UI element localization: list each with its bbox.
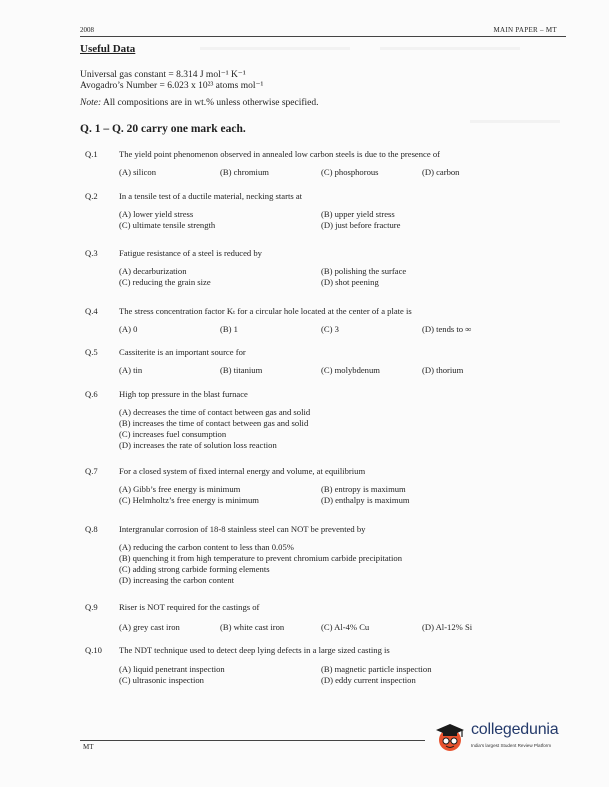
option: (A) lower yield stress <box>119 209 194 219</box>
question-text: The NDT technique used to detect deep lying defects in a large sized casting is <box>119 645 390 655</box>
note-label: Note: <box>80 98 102 108</box>
option: (A) silicon <box>119 167 156 177</box>
bleed-through <box>380 47 520 50</box>
option: (C) 3 <box>321 324 339 334</box>
note <box>80 98 319 108</box>
question-text: The yield point phenomenon observed in annealed low carbon steels is due to the presence of <box>119 149 440 159</box>
option: (D) tends to ∞ <box>422 324 472 334</box>
option: (D) Al-12% Si <box>422 622 473 632</box>
note-text: All compositions are in wt.% unless otherwise specified. <box>102 98 319 108</box>
question-number: Q.9 <box>85 602 98 612</box>
option: (B) increases the time of contact between gas and solid <box>119 418 309 428</box>
option: (A) reducing the carbon content to less than 0.05% <box>119 542 294 552</box>
option: (B) upper yield stress <box>321 209 395 219</box>
question-text: Intergranular corrosion of 18-8 stainless steel can NOT be prevented by <box>119 524 366 534</box>
question-number: Q.6 <box>85 389 98 399</box>
footer-rule <box>80 740 425 741</box>
option: (C) Al-4% Cu <box>321 622 370 632</box>
option: (D) enthalpy is maximum <box>321 495 410 505</box>
option: (B) polishing the surface <box>321 266 407 276</box>
option: (B) 1 <box>220 324 238 334</box>
brand-name: collegedunia <box>471 721 559 738</box>
footer-code: MT <box>83 743 94 751</box>
option: (C) adding strong carbide forming elements <box>119 564 270 574</box>
option: (D) increasing the carbon content <box>119 575 235 585</box>
brand-tagline: India's largest Student Review Platform <box>471 743 552 748</box>
option: (A) grey cast iron <box>119 622 180 632</box>
option: (C) ultimate tensile strength <box>119 220 216 230</box>
paper-code: MAIN PAPER – MT <box>493 26 557 34</box>
option: (A) tin <box>119 365 143 375</box>
question-text: High top pressure in the blast furnace <box>119 389 248 399</box>
question-number: Q.7 <box>85 466 98 476</box>
option: (A) liquid penetrant inspection <box>119 664 225 674</box>
question-text: In a tensile test of a ductile material, necking starts at <box>119 191 303 201</box>
useful-data-title: Useful Data <box>80 43 136 55</box>
question-text: For a closed system of fixed internal energy and volume, at equilibrium <box>119 466 366 476</box>
option: (D) eddy current inspection <box>321 675 416 685</box>
option: (A) Gibb’s free energy is minimum <box>119 484 241 494</box>
question-text: Fatigue resistance of a steel is reduced by <box>119 248 262 258</box>
question-number: Q.10 <box>85 645 102 655</box>
option: (A) 0 <box>119 324 138 334</box>
option: (B) entropy is maximum <box>321 484 406 494</box>
option: (C) reducing the grain size <box>119 277 211 287</box>
question-number: Q.3 <box>85 248 98 258</box>
option: (C) phosphorous <box>321 167 379 177</box>
option: (B) magnetic particle inspection <box>321 664 432 674</box>
section-heading: Q. 1 – Q. 20 carry one mark each. <box>80 123 246 135</box>
graduate-mascot-icon <box>433 720 467 754</box>
option: (A) decarburization <box>119 266 187 276</box>
collegedunia-watermark <box>433 718 573 756</box>
exam-year: 2008 <box>80 26 94 34</box>
question-text: Cassiterite is an important source for <box>119 347 246 357</box>
option: (D) carbon <box>422 167 460 177</box>
question-number: Q.1 <box>85 149 98 159</box>
bleed-through <box>200 47 350 50</box>
option: (B) chromium <box>220 167 269 177</box>
option: (A) decreases the time of contact between gas and solid <box>119 407 311 417</box>
option: (C) increases fuel consumption <box>119 429 227 439</box>
question-number: Q.8 <box>85 524 98 534</box>
gas-constant: Universal gas constant = 8.314 J mol⁻¹ K⁻¹ <box>80 70 246 80</box>
option: (C) molybdenum <box>321 365 380 375</box>
option: (D) thorium <box>422 365 464 375</box>
option: (D) increases the rate of solution loss reaction <box>119 440 277 450</box>
option: (D) just before fracture <box>321 220 401 230</box>
option: (B) white cast iron <box>220 622 285 632</box>
avogadro-number: Avogadro’s Number = 6.023 x 10²³ atoms mol⁻¹ <box>80 81 264 91</box>
option: (C) ultrasonic inspection <box>119 675 204 685</box>
bleed-through <box>470 120 560 123</box>
question-text: Riser is NOT required for the castings of <box>119 602 260 612</box>
option: (D) shot peening <box>321 277 379 287</box>
option: (B) titanium <box>220 365 263 375</box>
question-text: The stress concentration factor Kₜ for a circular hole located at the center of a plate is <box>119 306 412 316</box>
option: (C) Helmholtz’s free energy is minimum <box>119 495 259 505</box>
question-number: Q.2 <box>85 191 98 201</box>
option: (B) quenching it from high temperature to prevent chromium carbide precipitation <box>119 553 403 563</box>
question-number: Q.4 <box>85 306 98 316</box>
header-rule <box>80 36 566 37</box>
question-number: Q.5 <box>85 347 98 357</box>
